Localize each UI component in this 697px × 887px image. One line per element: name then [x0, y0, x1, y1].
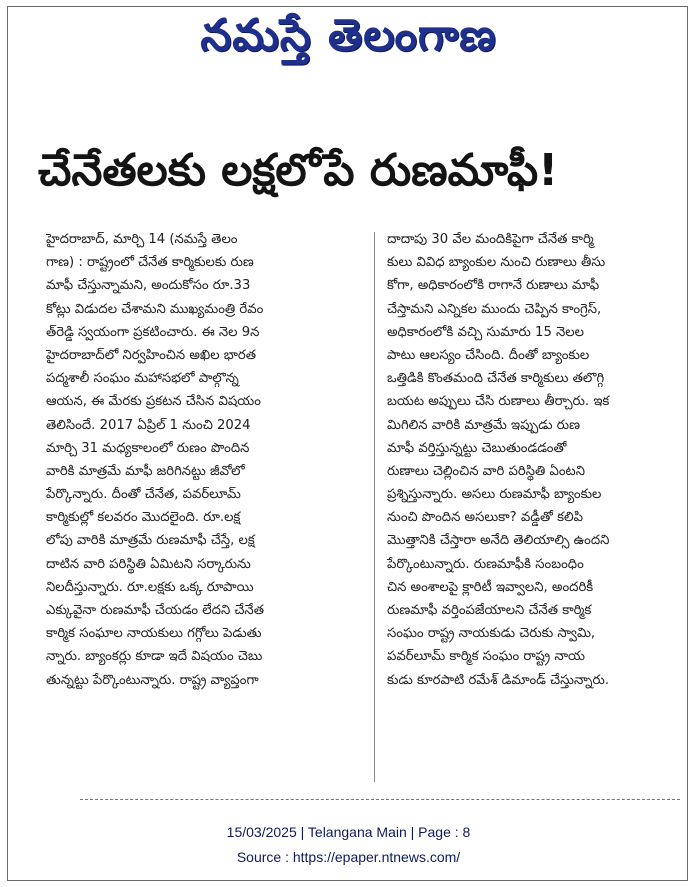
article-line: చిన అంశాలపై క్లారిటీ ఇవ్వాలని, అందరికీ — [387, 579, 594, 595]
article-line: న్నారు. బ్యాంకర్లు కూడా ఇదే విషయం చెబు — [46, 649, 263, 665]
article-line: పద్మశాలీ సంఘం మహాసభలో పాల్గొన్న — [46, 371, 239, 387]
source-link[interactable]: Source : https://epaper.ntnews.com/ — [236, 849, 461, 865]
article-line: గాణ) : రాష్ట్రంలో చేనేత కార్మికులకు రుణ — [46, 255, 254, 271]
article-line: మాఫీ వర్తిస్తున్నట్టు చెబుతుండడంతో — [387, 440, 567, 456]
article-line: ఆయన, ఈ మేరకు ప్రకటన చేసిన విషయం — [46, 394, 261, 410]
article-line: మార్చి 31 మధ్యకాలంలో రుణం పొందిన — [46, 440, 250, 456]
column-divider — [374, 232, 375, 782]
article-headline: చేనేతలకు లక్షలోపే రుణమాఫీ! — [38, 145, 559, 196]
edition-info: 15/03/2025 | Telangana Main | Page : 8 — [226, 824, 471, 840]
article-line: చేస్తామని ఎన్నికల ముందు చెప్పిన కాంగ్రెస్, — [387, 301, 602, 317]
article-line: కులు వివిధ బ్యాంకుల నుంచి రుణాలు తీసు — [387, 255, 606, 271]
article-line: పేర్కొంటున్నారు. రుణమాఫీకి సంబంధిం — [387, 556, 584, 572]
article-line: ప్రశ్నిస్తున్నారు. అసలు రుణమాఫీ బ్యాంకుల — [387, 487, 602, 503]
article-line: మిగిలిన వారికి మాత్రమే ఇప్పుడు రుణ — [387, 417, 581, 433]
article-line: బయట అప్పులు చేసి రుణాలు తీర్చారు. ఇక — [387, 394, 610, 410]
footer-divider — [80, 799, 680, 800]
article-line: ఒత్తిడికి కొంతమంది చేనేత కార్మికులు తలొగ్గి — [387, 371, 605, 387]
article-line: కార్మిక సంఘాల నాయకులు గగ్గోలు పెడుతు — [46, 626, 262, 642]
article-column-left — [46, 228, 358, 778]
article-line: మొత్తానికి చేస్తారా అనేది తెలియాల్సి ఉందని — [387, 533, 610, 549]
article-line: నుంచి పొందిన అసలుకా? వడ్డీతో కలిపి — [387, 510, 583, 526]
article-line: కుడు కూరపాటి రమేశ్ డిమాండ్ చేస్తున్నారు. — [387, 672, 610, 688]
article-line: కార్మికుల్లో కలవరం మొదలైంది. రూ.లక్ష — [46, 510, 241, 526]
article-line: తున్నట్టు పేర్కొంటున్నారు. రాష్ట్ర వ్యాప్తంగా — [46, 672, 259, 688]
article-line: దాదాపు 30 వేల మందికిపైగా చేనేత కార్మి — [387, 232, 594, 247]
article-line: పేర్కొన్నారు. దీంతో చేనేత, పవర్‌లూమ్ — [46, 487, 241, 503]
article-line: రుణమాఫీ వర్తింపజేయాలని చేనేత కార్మిక — [387, 603, 592, 618]
article-line: అధికారంలోకి వచ్చి సుమారు 15 నెలల — [387, 324, 584, 340]
article-line: మాఫీ చేస్తున్నామని, అందుకోసం రూ.33 — [46, 278, 251, 294]
article-line: వారికి మాత్రమే మాఫీ జరిగినట్టు జీవోలో — [46, 463, 245, 479]
article-line: త్‌రెడ్డి స్వయంగా ప్రకటించారు. ఈ నెల 9న — [46, 324, 260, 340]
article-line: నిలదీస్తున్నారు. రూ.లక్షకు ఒక్క రూపాయి — [46, 579, 254, 595]
article-line: ఎక్కువైనా రుణమాఫీ చేయడం లేదని చేనేత — [46, 603, 264, 618]
article-line: రుణాలు చెల్లించిన వారి పరిస్థితి ఏంటని — [387, 463, 585, 479]
article-line: పవర్‌లూమ్ కార్మిక సంఘం రాష్ట్ర నాయ — [387, 649, 585, 665]
article-line: పాటు ఆలస్యం చేసింది. దీంతో బ్యాంకుల — [387, 347, 590, 363]
article-line: దాటిన వారి పరిస్థితి ఏమిటని సర్కారును — [46, 556, 251, 572]
article-line: కోట్లు విడుదల చేశామని ముఖ్యమంత్రి రేవం — [46, 301, 264, 317]
article-line: హైదరాబాద్, మార్చి 14 (నమస్తే తెలం — [46, 232, 238, 247]
article-line: కోగా, అధికారంలోకి రాగానే రుణాలు మాఫీ — [387, 278, 600, 294]
article-line: లోపు వారికి మాత్రమే రుణమాఫీ చేస్తే, లక్ష — [46, 533, 255, 549]
article-line: హైదరాబాద్‌లో నిర్వహించిన అఖిల భారత — [46, 347, 256, 363]
article-line: తెలిసిందే. 2017 ఏప్రిల్ 1 నుంచి 2024 — [46, 417, 251, 433]
article-line: సంఘం రాష్ట్ర నాయకుడు చెరుకు స్వామి, — [387, 626, 596, 642]
article-column-right — [387, 228, 682, 778]
newspaper-masthead: నమస్తే తెలంగాణ — [200, 10, 497, 61]
